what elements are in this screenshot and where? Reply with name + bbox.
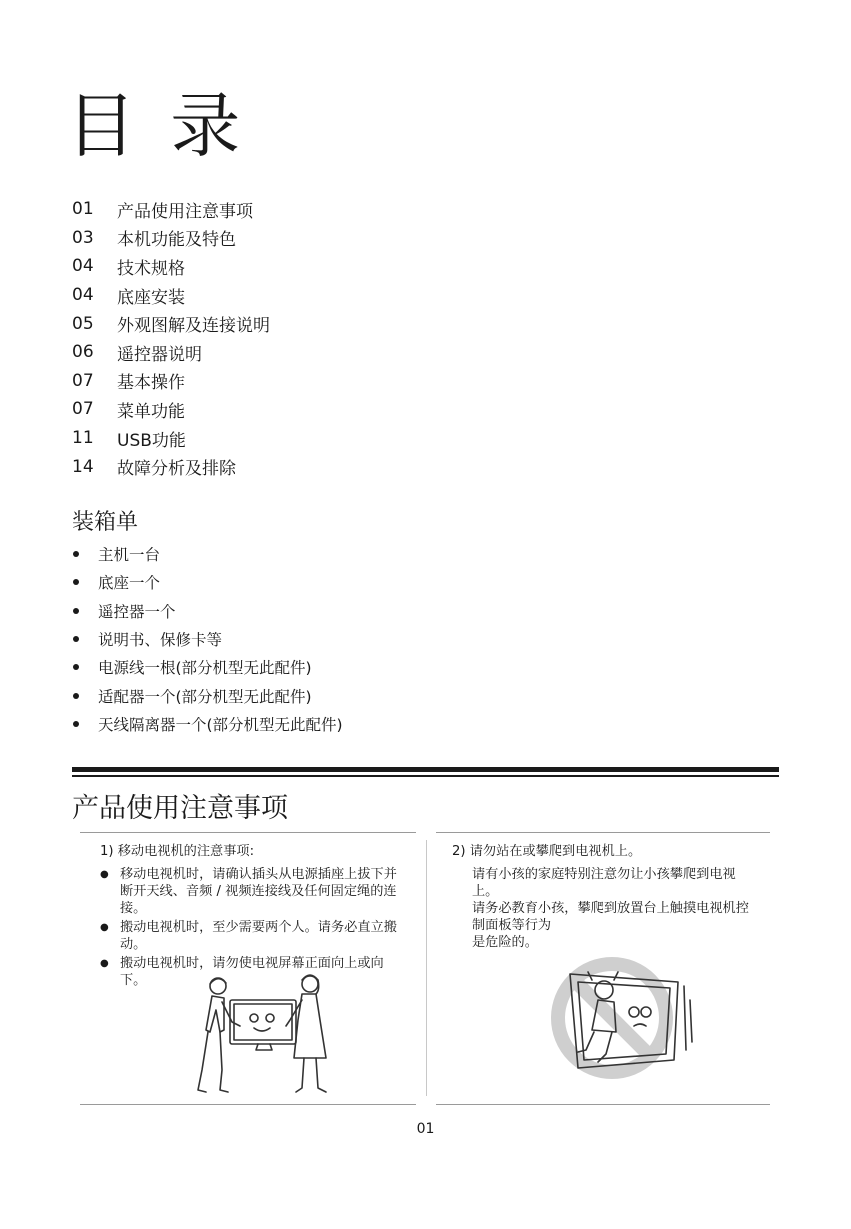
bullet-icon [73, 579, 79, 585]
bullet-icon [73, 693, 79, 699]
toc-label: 菜单功能 [117, 401, 185, 422]
toc-page: 04 [72, 285, 94, 306]
panel-top-rule-right [436, 832, 770, 833]
bullet-icon [73, 721, 79, 727]
toc-item[interactable] [72, 309, 472, 338]
list-item: 遥控器一个 [72, 597, 343, 625]
child-climbing-tv-prohibited-illustration [548, 950, 708, 1090]
notice-item: ● 移动电视机时，请确认插头从电源插座上拔下并断开天线、音频 / 视频连接线及任何固定绳的连接。 [100, 866, 406, 917]
list-item: 主机一台 [72, 540, 343, 568]
notice-title: 1) 移动电视机的注意事项: [100, 844, 255, 859]
toc-label: 产品使用注意事项 [117, 201, 253, 222]
toc-label: USB功能 [117, 430, 186, 451]
panel-bottom-rule-left [80, 1104, 416, 1105]
notice-item: ● 搬动电视机时，至少需要两个人。请务必直立搬动。 [100, 919, 406, 953]
panel-top-rule-left [80, 832, 416, 833]
toc-label: 故障分析及排除 [117, 459, 236, 480]
toc-item[interactable] [72, 252, 472, 281]
toc-label: 基本操作 [117, 373, 185, 394]
toc-page: 06 [72, 342, 94, 363]
notice-title: 2) 请勿站在或攀爬到电视机上。 [452, 844, 642, 859]
moving-tv-notice [100, 843, 406, 991]
toc-item[interactable] [72, 367, 472, 396]
bullet-icon [73, 664, 79, 670]
toc-page: 07 [72, 370, 94, 391]
toc-page: 04 [72, 256, 94, 277]
page-number: 01 [416, 1121, 435, 1137]
bullet-icon [73, 551, 79, 557]
toc-item[interactable] [72, 452, 472, 481]
two-people-carrying-tv-illustration [180, 970, 350, 1100]
toc-label: 遥控器说明 [117, 344, 202, 365]
page-title: 目 录 [66, 85, 247, 167]
toc-page: 01 [72, 199, 94, 220]
bullet-icon [73, 636, 79, 642]
packing-list [72, 540, 343, 738]
toc-item[interactable] [72, 281, 472, 310]
toc-page: 14 [72, 456, 94, 477]
notice-paragraph: 请有小孩的家庭特别注意勿让小孩攀爬到电视上。 [472, 867, 736, 899]
toc-label: 本机功能及特色 [117, 230, 236, 251]
toc-page: 11 [72, 428, 94, 449]
toc-label: 外观图解及连接说明 [117, 316, 270, 337]
list-item: 说明书、保修卡等 [72, 625, 343, 653]
toc-item[interactable] [72, 195, 472, 224]
notice-item: ● 搬动电视机时，请勿使电视屏幕正面向上或向下。 [100, 955, 406, 989]
section-divider [72, 767, 779, 772]
toc-label: 技术规格 [117, 258, 185, 279]
toc-item[interactable] [72, 224, 472, 253]
section-divider-thin [72, 775, 779, 777]
section-heading: 产品使用注意事项 [72, 793, 288, 824]
packing-list-heading: 装箱单 [72, 510, 139, 535]
list-item: 电源线一根(部分机型无此配件) [72, 653, 343, 681]
notice-paragraph: 是危险的。 [472, 935, 538, 950]
toc-item[interactable] [72, 338, 472, 367]
no-climbing-notice [452, 843, 758, 951]
list-item: 适配器一个(部分机型无此配件) [72, 681, 343, 709]
toc-item[interactable] [72, 395, 472, 424]
toc-label: 底座安装 [117, 287, 185, 308]
toc-page: 07 [72, 399, 94, 420]
table-of-contents [72, 195, 472, 481]
toc-item[interactable] [72, 424, 472, 453]
list-item: 天线隔离器一个(部分机型无此配件) [72, 710, 343, 738]
toc-page: 03 [72, 227, 94, 248]
panel-separator [426, 840, 427, 1096]
bullet-icon [73, 608, 79, 614]
panel-bottom-rule-right [436, 1104, 770, 1105]
list-item: 底座一个 [72, 568, 343, 596]
notice-paragraph: 请务必教育小孩，攀爬到放置台上触摸电视机控制面板等行为 [472, 901, 749, 933]
toc-page: 05 [72, 313, 94, 334]
